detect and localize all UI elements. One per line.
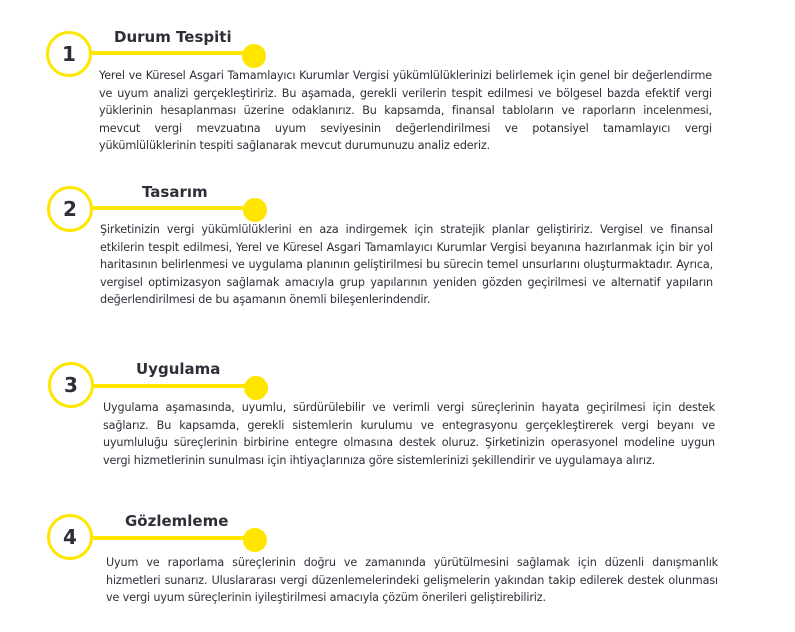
step-number-circle: 2	[47, 186, 93, 232]
step-description: Yerel ve Küresel Asgari Tamamlayıcı Kurumlar Vergisi yükümlülüklerinizi belirlemek için genel bir değerlendirme ve uyum analizi gerçekleştiririz. Bu aşamada, gerekli verilerin tespit edilmesi ve bölgesel bazda efektif vergi yüklerinin hesaplanması üzerine odaklanırız. Bu kapsamda, finansal tabloların ve raporların incelenmesi, mevcut vergi mevzuatına uyum seviyesinin değerlendirilmesi ve potansiyel tamamlayıcı vergi yükümlülüklerinin tespiti sağlanarak mevcut durumunuzu analiz ederiz.	[99, 69, 712, 152]
step-connector-dot	[243, 528, 267, 552]
step-connector-dot	[244, 376, 268, 400]
step-number-circle: 4	[47, 514, 93, 560]
step-description: Uyum ve raporlama süreçlerinin doğru ve zamanında yürütülmesini sağlamak için düzenli danışmanlık hizmetleri sunarız. Uluslararası vergi düzenlemelerindeki gelişmelerin yakından takip edilerek destek olunması ve vergi uyum süreçlerinin iyileştirilmesi amacıyla çözüm önerileri geliştirebiliriz.	[106, 556, 718, 604]
step-number-circle: 3	[48, 362, 94, 408]
step-number-circle: 1	[46, 31, 92, 77]
step-connector-line	[94, 384, 256, 388]
step-title: Gözlemleme	[125, 512, 229, 530]
step-title: Tasarım	[142, 183, 208, 201]
step-connector-line	[93, 206, 255, 210]
step-connector-line	[93, 536, 255, 540]
step-title: Uygulama	[136, 360, 221, 378]
step-title: Durum Tespiti	[114, 28, 232, 46]
step-connector-dot	[242, 44, 266, 68]
step-connector-dot	[243, 198, 267, 222]
step-description: Uygulama aşamasında, uyumlu, sürdürülebilir ve verimli vergi süreçlerinin hayata geçirilmesi için destek sağlarız. Bu kapsamda, gerekli sistemlerin kurulumu ve entegrasyonu gerçekleştirerek vergi beyanı ve uyumluluğu süreçlerinin birbirine entegre olmasına destek oluruz. Şirketinizin operasyonel modeline uygun vergi hizmetlerinin sunulması için ihtiyaçlarınıza göre sistemlerinizi şekillendirir ve uygulamaya alırız.	[103, 401, 715, 467]
step-description: Şirketinizin vergi yükümlülüklerini en aza indirgemek için stratejik planlar geliştiririz. Vergisel ve finansal etkilerin tespit edilmesi, Yerel ve Küresel Asgari Tamamlayıcı Kurumlar Vergisi beyanına hazırlanmak için bir yol haritasının belirlenmesi ve uygulama planının geliştirilmesi bu sürecin temel unsurlarını oluşturmaktadır. Ayrıca, vergisel optimizasyon sağlamak amacıyla grup yapılarının yeniden gözden geçirilmesi ve alternatif yapıların değerlendirilmesi de bu aşamanın önemli bileşenlerindendir.	[100, 223, 713, 306]
step-connector-line	[92, 51, 254, 55]
